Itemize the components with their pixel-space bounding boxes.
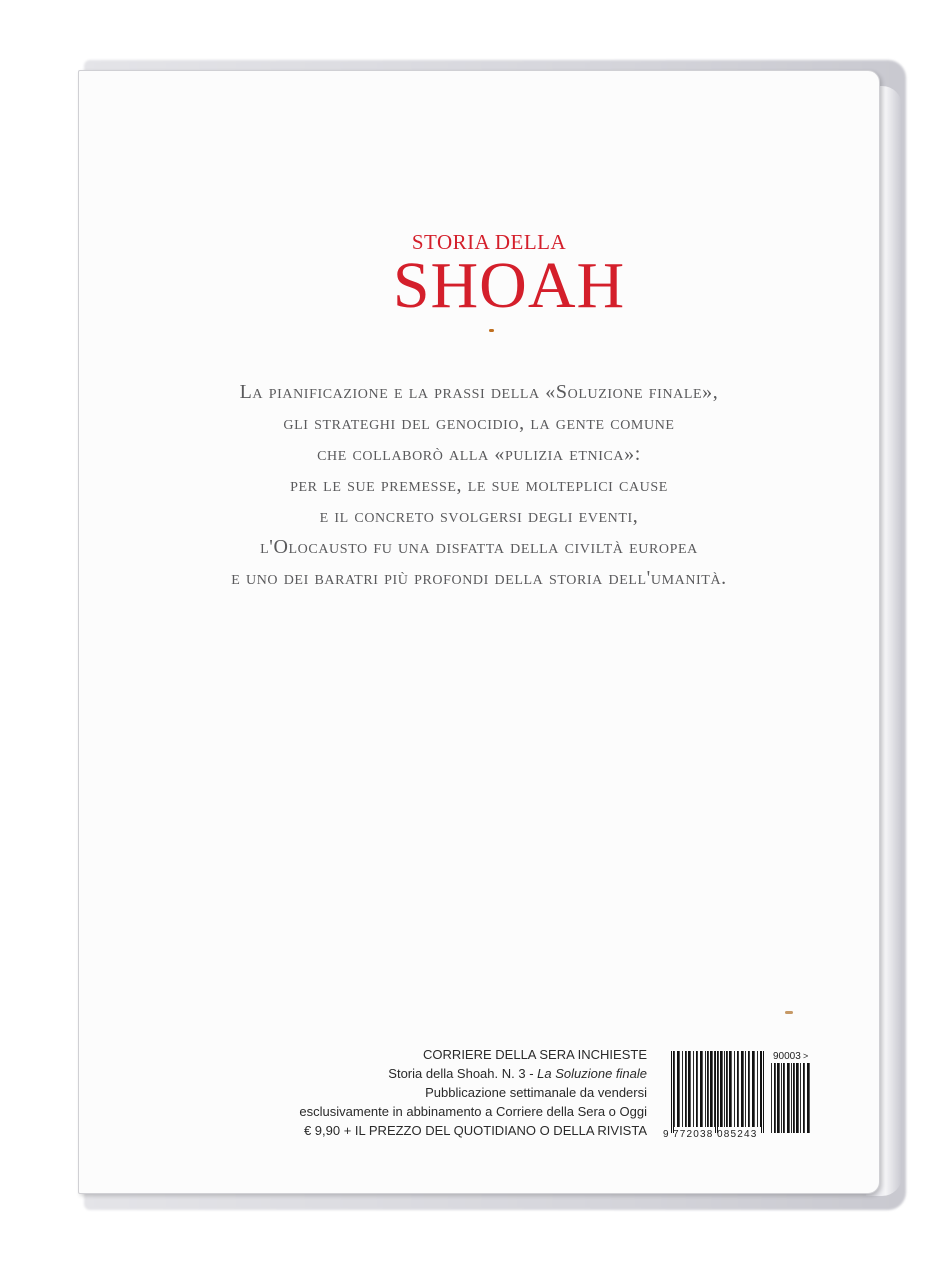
barcode-bar (783, 1063, 785, 1133)
barcode-bar (807, 1063, 810, 1133)
barcode-guard-bar (761, 1051, 762, 1133)
barcode-bar (781, 1063, 782, 1133)
barcode-bar (705, 1051, 706, 1127)
barcode-bar (682, 1051, 683, 1127)
barcode-addon-mark: > (803, 1051, 809, 1061)
blurb-line: gli strateghi del genocidio, la gente comune (283, 412, 675, 434)
barcode-guard-bar (715, 1051, 716, 1133)
barcode-group1: 772038 (673, 1129, 714, 1140)
barcode-bar (774, 1063, 776, 1133)
barcode-guard-bar (673, 1051, 674, 1133)
barcode-bar (748, 1051, 750, 1127)
colophon-series: CORRIERE DELLA SERA INCHIESTE (423, 1047, 647, 1062)
barcode-bar (741, 1051, 744, 1127)
barcode-bar (737, 1051, 739, 1127)
colophon-issue-title: La Soluzione finale (537, 1066, 647, 1081)
colophon-price: € 9,90 + IL PREZZO DEL QUOTIDIANO O DELLA RIVISTA (303, 1123, 647, 1138)
barcode-bar (700, 1051, 703, 1127)
barcode-main-bars (671, 1051, 764, 1133)
barcode (663, 1047, 811, 1143)
barcode-bar (803, 1063, 805, 1133)
barcode-graphic (663, 1047, 811, 1143)
barcode-guard-bar (763, 1051, 764, 1133)
cover-blurb (79, 377, 879, 594)
barcode-bar (796, 1063, 799, 1133)
blurb-line: e uno dei baratri più profondi della storia dell'umanità. (231, 567, 727, 589)
cover-speck (489, 329, 494, 332)
barcode-bar (724, 1051, 725, 1127)
barcode-group2: 085243 (717, 1129, 758, 1140)
barcode-bar (800, 1063, 801, 1133)
barcode-bar (771, 1063, 772, 1133)
barcode-bar (710, 1051, 713, 1127)
blurb-line: l'Olocausto fu una disfatta della civiltà europea (260, 536, 698, 558)
colophon-publication: Pubblicazione settimanale da vendersi (425, 1085, 647, 1100)
barcode-bar (752, 1051, 755, 1127)
blurb-line: che collaborò alla «pulizia etnica»: (317, 443, 641, 465)
colophon (229, 1045, 647, 1140)
barcode-bar (714, 1051, 715, 1127)
barcode-bar (696, 1051, 698, 1127)
title-block (79, 230, 933, 322)
cover-title: SHOAH (392, 249, 626, 322)
blurb-line: e il concreto svolgersi degli eventi, (319, 505, 639, 527)
barcode-bar (793, 1063, 795, 1133)
barcode-bar (787, 1063, 790, 1133)
barcode-guard-bar (717, 1051, 718, 1133)
colophon-issue-prefix: Storia della Shoah. N. 3 - (388, 1066, 538, 1081)
barcode-lead-digit: 9 (663, 1129, 669, 1140)
barcode-bar (777, 1063, 780, 1133)
colophon-issue (229, 1064, 647, 1083)
colophon-distribution: esclusivamente in abbinamento a Corriere della Sera o Oggi (299, 1104, 647, 1119)
barcode-addon-digits: 90003 (773, 1051, 801, 1062)
barcode-bar (791, 1063, 792, 1133)
barcode-bar (707, 1051, 709, 1127)
barcode-bar (693, 1051, 694, 1127)
barcode-bar (726, 1051, 728, 1127)
barcode-bar (757, 1051, 758, 1127)
cover-stain (785, 1011, 793, 1014)
cover-subtitle: STORIA DELLA (411, 230, 567, 254)
barcode-guard-bar (671, 1051, 672, 1133)
barcode-bar (688, 1051, 691, 1127)
barcode-bar (677, 1051, 680, 1127)
barcode-bar (720, 1051, 723, 1127)
barcode-addon-bars (771, 1063, 810, 1133)
blurb-line: per le sue premesse, le sue molteplici cause (290, 474, 668, 496)
barcode-bar (729, 1051, 732, 1127)
barcode-bar (685, 1051, 687, 1127)
book-back-cover (78, 70, 880, 1194)
barcode-bar (745, 1051, 746, 1127)
blurb-line: La pianificazione e la prassi della «Soluzione finale», (239, 381, 719, 403)
barcode-bar (734, 1051, 735, 1127)
